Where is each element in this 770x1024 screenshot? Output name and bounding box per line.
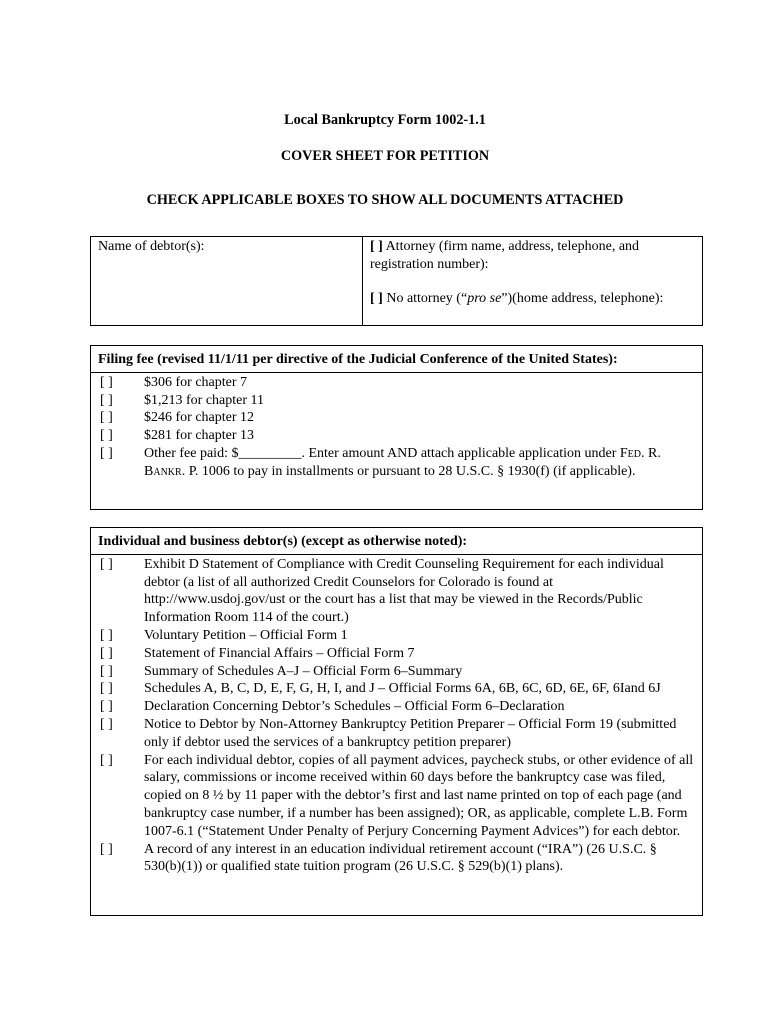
- documents-section: [90, 527, 703, 916]
- fee-item-other: [98, 445, 695, 481]
- attorney-cell: [363, 237, 702, 327]
- item-text: For each individual debtor, copies of all payment advices, paycheck stubs, or other evidence of all salary, commissions or income received within 60 days before the bankruptcy case was filed, copied on 8 ½ by 11 paper with the debtor’s first and last name printed on top of each page (and bankruptcy case number, if a number has been assigned); OR, as applicable, complete L.B. Form 1007-6.1 (“Statement Under Penalty of Perjury Concerning Payment Advices”) for each debtor.: [144, 752, 694, 839]
- attorney-checkbox[interactable]: [ ]: [370, 239, 383, 254]
- checkbox[interactable]: [ ]: [100, 716, 113, 732]
- document-item: [98, 716, 695, 752]
- debtor-name-label: Name of debtor(s):: [98, 239, 205, 254]
- other-fee-part3: . P. 1006 to pay in installments or pursuant to 28 U.S.C. § 1930(f) (if applicable).: [181, 463, 636, 479]
- no-attorney-label-suffix: ”)(home address, telephone):: [501, 290, 664, 306]
- filing-fee-list: [91, 373, 702, 482]
- documents-heading: Individual and business debtor(s) (except as otherwise noted):: [91, 528, 702, 555]
- item-text: Summary of Schedules A–J – Official Form 6–Summary: [144, 663, 463, 679]
- item-text: Schedules A, B, C, D, E, F, G, H, I, and J – Official Forms 6A, 6B, 6C, 6D, 6E, 6F, 6Iand 6J: [144, 681, 661, 697]
- item-text: Notice to Debtor by Non-Attorney Bankruptcy Petition Preparer – Official Form 19 (submitted only if debtor used the services of a bankruptcy petition preparer): [144, 716, 677, 750]
- item-text: $246 for chapter 12: [144, 410, 255, 426]
- no-attorney-checkbox[interactable]: [ ]: [370, 290, 383, 306]
- item-text: Declaration Concerning Debtor’s Schedules – Official Form 6–Declaration: [144, 699, 565, 715]
- item-text: Statement of Financial Affairs – Official Form 7: [144, 645, 415, 661]
- item-text: Voluntary Petition – Official Form 1: [144, 627, 348, 643]
- other-fee-part2: . R. B: [144, 445, 661, 479]
- pro-se-text: pro se: [467, 290, 502, 306]
- checkbox[interactable]: [ ]: [100, 556, 113, 572]
- checkbox[interactable]: [ ]: [100, 752, 113, 768]
- checkbox[interactable]: [ ]: [100, 392, 113, 408]
- document-item: [98, 645, 695, 663]
- document-item: [98, 627, 695, 645]
- checkbox[interactable]: [ ]: [100, 445, 113, 461]
- checkbox[interactable]: [ ]: [100, 681, 113, 697]
- cover-sheet-title: COVER SHEET FOR PETITION: [280, 148, 490, 164]
- item-text: Exhibit D Statement of Compliance with Credit Counseling Requirement for each individual debtor (a list of all authorized Credit Counselors for Colorado is found at http://www.usdoj.gov/ust or the court has a list that may be viewed in the Records/Public Information Room 114 of the court.): [144, 556, 664, 626]
- checkbox[interactable]: [ ]: [100, 627, 113, 643]
- attorney-label: Attorney (firm name, address, telephone, and registration number):: [370, 239, 640, 272]
- checkbox[interactable]: [ ]: [100, 428, 113, 444]
- item-text: $281 for chapter 13: [144, 428, 255, 444]
- other-fee-part1: Other fee paid: $_________. Enter amount AND attach applicable application under F: [144, 445, 628, 461]
- fee-item: [98, 427, 695, 445]
- checkbox[interactable]: [ ]: [100, 374, 113, 390]
- no-attorney-option: [370, 290, 695, 308]
- fee-item: [98, 374, 695, 392]
- other-fee-sc1: ed: [627, 445, 641, 461]
- fee-item: [98, 409, 695, 427]
- checkbox[interactable]: [ ]: [100, 699, 113, 715]
- no-attorney-label-prefix: No attorney (“: [386, 290, 468, 306]
- fee-item: [98, 392, 695, 410]
- other-fee-text: [144, 445, 695, 481]
- debtor-info-box: [90, 236, 703, 326]
- filing-fee-heading: Filing fee (revised 11/1/11 per directive of the Judicial Conference of the United States):: [91, 346, 702, 373]
- item-text: $306 for chapter 7: [144, 374, 248, 390]
- document-item: [98, 841, 695, 877]
- document-item: [98, 752, 695, 841]
- document-item: [98, 556, 695, 627]
- document-item: [98, 680, 695, 698]
- document-item: [98, 698, 695, 716]
- checkbox[interactable]: [ ]: [100, 645, 113, 661]
- other-fee-sc2: ankr: [153, 463, 182, 479]
- form-title: Local Bankruptcy Form 1002-1.1: [284, 112, 486, 128]
- checkbox[interactable]: [ ]: [100, 663, 113, 679]
- checkbox[interactable]: [ ]: [100, 410, 113, 426]
- documents-list: [91, 555, 702, 877]
- instruction-heading: CHECK APPLICABLE BOXES TO SHOW ALL DOCUMENTS ATTACHED: [146, 192, 624, 208]
- debtor-name-cell[interactable]: [91, 237, 363, 325]
- attorney-option: [370, 238, 695, 274]
- checkbox[interactable]: [ ]: [100, 841, 113, 857]
- filing-fee-section: [90, 345, 703, 510]
- item-text: $1,213 for chapter 11: [144, 392, 264, 408]
- document-item: [98, 663, 695, 681]
- item-text: A record of any interest in an education individual retirement account (“IRA”) (26 U.S.C. § 530(b)(1)) or qualified state tuition program (26 U.S.C. § 529(b)(1) plans).: [144, 841, 657, 875]
